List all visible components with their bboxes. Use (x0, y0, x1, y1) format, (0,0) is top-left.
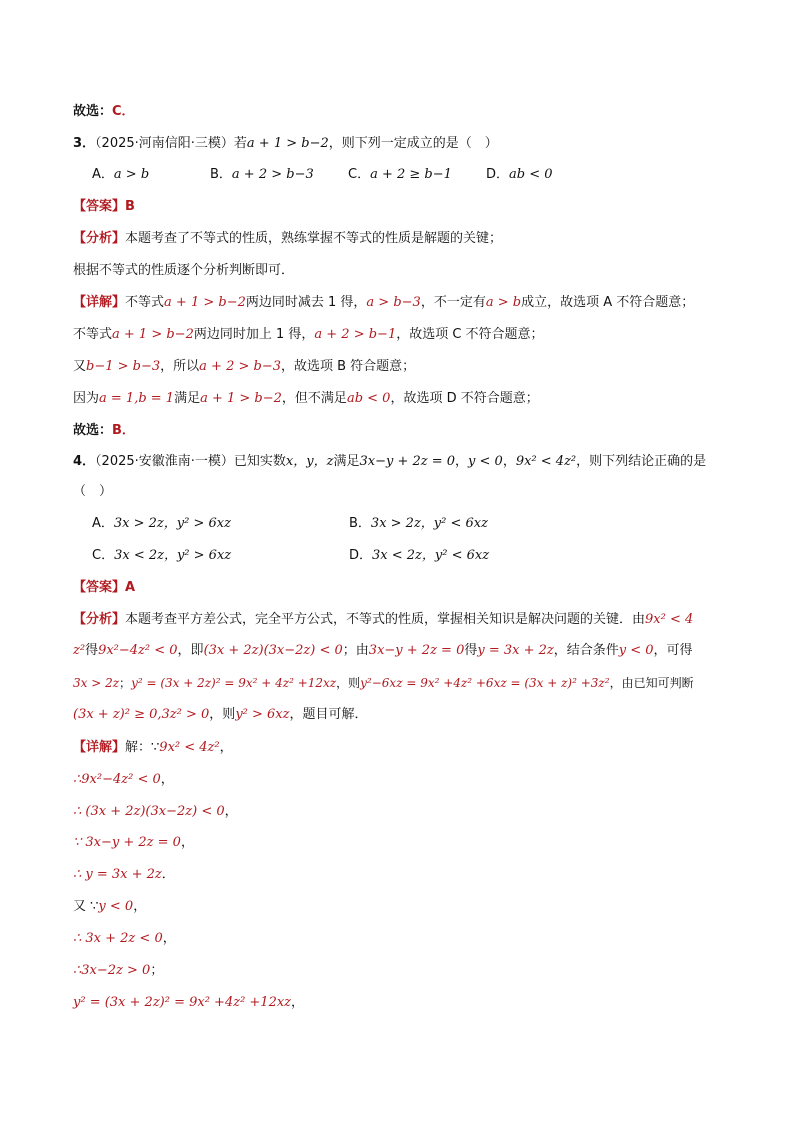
math: ∴ y = 3x + 2z (73, 867, 162, 882)
text: ，由已知可判断 (609, 676, 694, 690)
q3-detail-2 (73, 326, 544, 344)
math: 3x−y + 2z = 0 (359, 454, 456, 469)
q4-analysis-1 (73, 611, 693, 629)
text: ，故选项 C 不符合题意； (396, 327, 544, 342)
q3-option-b (210, 166, 314, 184)
q4-detail-8 (73, 994, 304, 1012)
q4-detail-3 (73, 834, 194, 852)
option-label: D． (349, 548, 373, 563)
text: 满足 (333, 454, 360, 469)
text: 又 (73, 359, 87, 374)
math: (3x + 2z)(3x−2z) < 0 (203, 643, 343, 658)
q3-detail-3 (73, 358, 415, 376)
option-text: a + 2 ≥ b−1 (370, 167, 452, 182)
math: 3x > 2z (73, 676, 120, 690)
math: ∴3x−2z > 0 (73, 963, 151, 978)
math: (3x + z)² ≥ 0,3z² > 0 (73, 707, 210, 722)
text: 又 ∵ (73, 899, 99, 914)
answer-value: B (125, 199, 135, 214)
text: ， (224, 804, 238, 819)
choice-value: C． (112, 104, 135, 119)
choice-line-prev (73, 103, 135, 121)
option-text: 3x > 2z，y² > 6xz (113, 516, 231, 531)
answer-value: A (125, 580, 136, 595)
text: ， (162, 931, 176, 946)
text: ， (219, 740, 233, 755)
q4-detail-1 (73, 771, 174, 789)
math: x，y，z (285, 454, 334, 469)
text: ； (119, 676, 132, 690)
math: y < 0 (618, 643, 654, 658)
math: a + 2 > b−1 (314, 327, 397, 342)
answer-label: 【答案】 (73, 580, 126, 595)
text: 两边同时减去 1 得， (245, 295, 367, 310)
math: a = 1,b = 1 (99, 391, 175, 406)
text: 得 (464, 643, 478, 658)
question-3-stem (73, 135, 498, 153)
text: ，所以 (160, 359, 200, 374)
choice-label: 故选： (73, 104, 113, 119)
detail-label: 【详解】 (73, 740, 126, 755)
option-label: C． (348, 167, 371, 182)
q3-option-d (486, 166, 553, 184)
q4-paren (73, 483, 112, 501)
q4-analysis-4 (73, 706, 368, 724)
option-label: B． (349, 516, 371, 531)
text: ，不一定有 (420, 295, 486, 310)
math: ∴ (3x + 2z)(3x−2z) < 0 (73, 804, 225, 819)
q3-analysis (73, 230, 502, 248)
math: a + 1 > b−2 (112, 327, 194, 342)
q3-condition: a + 1 > b−2 (246, 136, 329, 151)
q3-analysis-2 (73, 262, 294, 280)
text: ； (150, 963, 164, 978)
option-text: 3x > 2z，y² < 6xz (370, 516, 488, 531)
q4-option-b (349, 515, 488, 533)
math: a + 2 > b−3 (199, 359, 281, 374)
option-label: C． (92, 548, 115, 563)
text: ， (291, 995, 305, 1010)
option-text: a + 2 > b−3 (231, 167, 314, 182)
math: a + 1 > b−2 (200, 391, 282, 406)
text: 本题考查平方差公式，完全平方公式，不等式的性质，掌握相关知识是解决问题的关键．由 (125, 612, 646, 627)
analysis-label: 【分析】 (73, 612, 126, 627)
math: ∴9x²−4z² < 0 (73, 772, 161, 787)
math: ∵ 3x−y + 2z = 0 (73, 835, 181, 850)
text: ， (502, 454, 516, 469)
option-label: D． (486, 167, 510, 182)
q4-number: 4． (73, 454, 96, 469)
text: 满足 (174, 391, 201, 406)
math: 9x² < 4 (645, 612, 694, 627)
text: 不等式 (125, 295, 165, 310)
option-label: A． (92, 167, 114, 182)
math: y² = (3x + 2z)² = 9x² + 4z² +12xz (131, 676, 337, 690)
analysis-label: 【分析】 (73, 231, 126, 246)
math: a > b (485, 295, 522, 310)
math: 9x²−4z² < 0 (98, 643, 178, 658)
q4-detail-2 (73, 803, 238, 821)
text: 不等式 (73, 327, 113, 342)
q4-option-c (92, 547, 231, 565)
q4-option-a (92, 515, 231, 533)
choice-value: B． (112, 423, 135, 438)
option-text: 3x < 2z，y² < 6xz (372, 548, 490, 563)
option-label: A． (92, 516, 114, 531)
text: ，即 (177, 643, 204, 658)
question-4-stem (73, 453, 706, 471)
answer-label: 【答案】 (73, 199, 126, 214)
math: ∴ 3x + 2z < 0 (73, 931, 163, 946)
text: 两边同时加上 1 得， (193, 327, 315, 342)
q4-source: （2025·安徽淮南·一模） (95, 454, 234, 469)
q4-option-d (349, 547, 489, 565)
math: 9x² < 4z² (159, 740, 220, 755)
detail-label: 【详解】 (73, 295, 126, 310)
q4-analysis-2 (73, 642, 693, 660)
math: z² (73, 643, 86, 658)
choice-line-q3 (73, 422, 135, 440)
q4-detail-7 (73, 962, 163, 980)
text: ， (133, 899, 147, 914)
text: ，结合条件 (553, 643, 619, 658)
text: （ ） (73, 484, 113, 499)
q3-answer (73, 198, 135, 216)
text: ；由 (342, 643, 369, 658)
text: ， (160, 772, 174, 787)
text: ，则 (209, 707, 236, 722)
text: ，故选项 D 不符合题意； (390, 391, 539, 406)
math: ab < 0 (346, 391, 391, 406)
text: 解：∵ (125, 740, 160, 755)
text: 因为 (73, 391, 100, 406)
option-text: ab < 0 (509, 167, 553, 182)
q3-option-a (92, 166, 149, 184)
math: 3x−y + 2z = 0 (368, 643, 465, 658)
option-label: B． (210, 167, 232, 182)
q3-number: 3． (73, 136, 96, 151)
q4-detail-5 (73, 898, 146, 916)
q3-detail-4 (73, 390, 539, 408)
option-text: a > b (113, 167, 150, 182)
text: ，故选项 B 符合题意； (281, 359, 416, 374)
q4-detail-6 (73, 930, 176, 948)
option-text: 3x < 2z，y² > 6xz (114, 548, 232, 563)
analysis-text: 根据不等式的性质逐个分析判断即可． (73, 263, 295, 278)
text: 成立，故选项 A 不符合题意； (521, 295, 695, 310)
math: y < 0 (98, 899, 134, 914)
q3-option-c (348, 166, 452, 184)
text: ． (161, 867, 175, 882)
math: y < 0 (468, 454, 503, 469)
math: a > b−3 (366, 295, 421, 310)
text: ， (180, 835, 194, 850)
math: y²−6xz = 9x² +4z² +6xz = (3x + z)² +3z² (360, 676, 610, 690)
math: a + 1 > b−2 (164, 295, 246, 310)
text: ，则下列结论正确的是 (576, 454, 707, 469)
q4-answer (73, 579, 135, 597)
q3-source: （2025·河南信阳·三模） (95, 136, 234, 151)
q4-detail-0 (73, 739, 233, 757)
text: ， (455, 454, 469, 469)
text: ，可得 (653, 643, 693, 658)
text: ，但不满足 (281, 391, 347, 406)
text: ，则 (336, 676, 361, 690)
q4-detail-4 (73, 866, 175, 884)
math: 9x² < 4z² (515, 454, 577, 469)
analysis-text: 本题考查了不等式的性质，熟练掌握不等式的性质是解题的关键； (125, 231, 503, 246)
math: y² = (3x + 2z)² = 9x² +4z² +12xz (73, 995, 292, 1010)
math: b−1 > b−3 (86, 359, 161, 374)
choice-label: 故选： (73, 423, 113, 438)
math: y² > 6xz (235, 707, 290, 722)
math: y = 3x + 2z (477, 643, 554, 658)
q3-lead: 若 (233, 136, 247, 151)
q3-tail: ，则下列一定成立的是（ ） (328, 136, 498, 151)
text: 得 (85, 643, 99, 658)
q4-analysis-3 (73, 674, 694, 692)
text: 已知实数 (233, 454, 286, 469)
text: ，题目可解． (289, 707, 368, 722)
q3-detail-1 (73, 294, 694, 312)
